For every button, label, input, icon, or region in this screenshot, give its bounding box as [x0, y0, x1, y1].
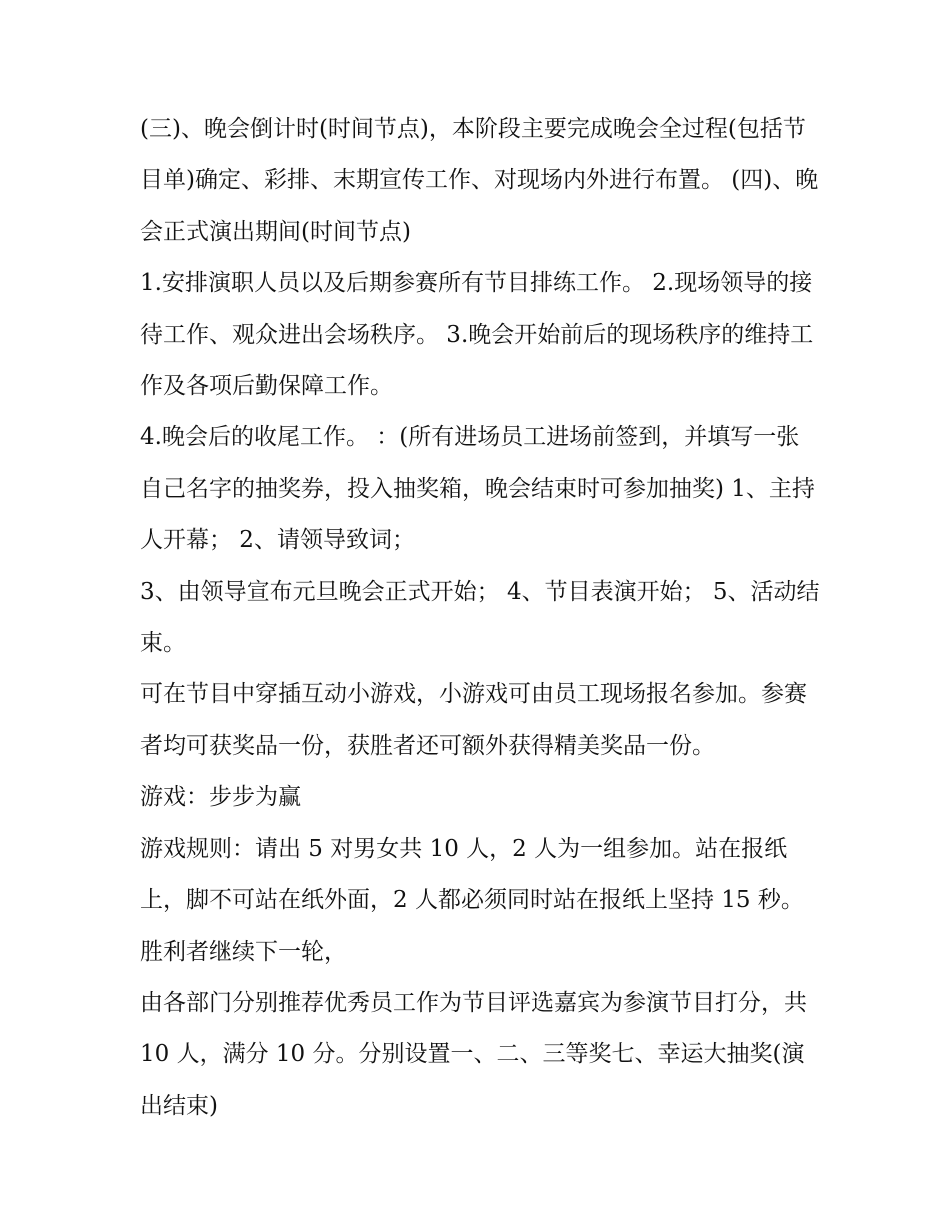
paragraph-judging-and-prizes: 由各部门分别推荐优秀员工作为节目评选嘉宾为参演节目打分，共 10 人，满分 10 分。分别设置一、二、三等奖七、幸运大抽奖(演出结束): [140, 989, 807, 1119]
paragraph-countdown-stage: (三)、晚会倒计时(时间节点)，本阶段主要完成晚会全过程(包括节目单)确定、彩排、末期宣传工作、对现场内外进行布置。 (四)、晚会正式演出期间(时间节点): [140, 116, 819, 245]
paragraph-game-rules: 游戏规则：请出 5 对男女共 10 人，2 人为一组参加。站在报纸上，脚不可站在纸外面，2 人都必须同时站在报纸上坚持 15 秒。胜利者继续下一轮，: [140, 835, 804, 965]
paragraph-interactive-games: 可在节目中穿插互动小游戏，小游戏可由员工现场报名参加。参赛者均可获奖品一份，获胜者还可额外获得精美奖品一份。: [140, 681, 807, 759]
paragraph-performance-tasks: 1.安排演职人员以及后期参赛所有节目排练工作。 2.现场领导的接待工作、观众进出会场秩序。 3.晚会开始前后的现场秩序的维持工作及各项后勤保障工作。: [140, 270, 814, 400]
paragraph-game-title: 游戏：步步为赢: [140, 784, 301, 811]
paragraph-closing-and-lottery: 4.晚会后的收尾工作。 ：(所有进场员工进场前签到，并填写一张自己名字的抽奖券，投入抽奖箱，晚会结束时可参加抽奖) 1、主持人开幕； 2、请领导致词；: [140, 424, 815, 554]
document-body: [140, 104, 820, 1132]
paragraph-program-sequence: 3、由领导宣布元旦晚会正式开始； 4、节目表演开始； 5、活动结束。: [140, 578, 820, 657]
